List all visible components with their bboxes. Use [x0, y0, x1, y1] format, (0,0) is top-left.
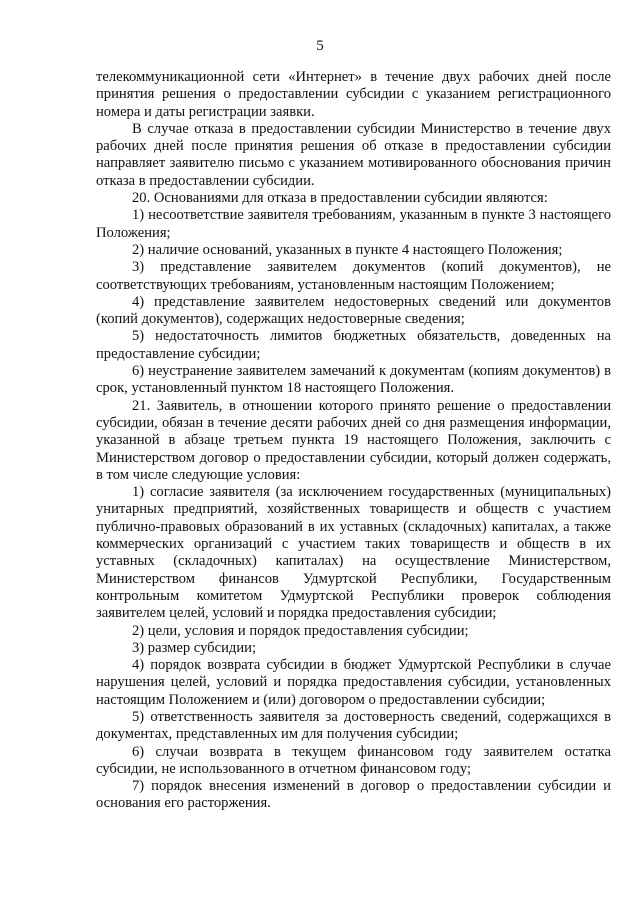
- clause-21-item-1: 1) согласие заявителя (за исключением государственных (муниципальных) унитарных предприятий, хозяйственных товариществ и обществ с участием публично-правовых образований в их уставных (складочных) капиталах, а также коммерческих организаций с участием таких товариществ и обществ в их уставных (складочных) капиталах) на осуществление Министерством, Министерством финансов Удмуртской Республики, Государственным контрольным комитетом Удмуртской Республики проверок соблюдения заявителем целей, условий и порядка предоставления субсидии;: [96, 484, 611, 622]
- paragraph-refusal-notice: В случае отказа в предоставлении субсидии Министерство в течение двух рабочих дней после принятия решения об отказе в предоставлении субсидии направляет заявителю письмо с указанием мотивированного обоснования причин отказа в предоставлении субсидии.: [96, 120, 611, 189]
- clause-20-item-3: 3) представление заявителем документов (копий документов), не соответствующих требованиям, установленным настоящим Положением;: [96, 259, 611, 293]
- paragraph-continuation: телекоммуникационной сети «Интернет» в течение двух рабочих дней после принятия решения о предоставлении субсидии с указанием регистрационного номера и даты регистрации заявки.: [96, 69, 611, 120]
- clause-21-item-7: 7) порядок внесения изменений в договор о предоставлении субсидии и основания его расторжения.: [96, 778, 611, 812]
- clause-21-heading: 21. Заявитель, в отношении которого принято решение о предоставлении субсидии, обязан в течение десяти рабочих дней со дня размещения информации, указанной в абзаце третьем пункта 19 настоящего Положения, заключить с Министерством договор о предоставлении субсидии, который должен содержать, в том числе следующие условия:: [96, 397, 611, 483]
- document-body: [96, 69, 611, 813]
- clause-21-item-6: 6) случаи возврата в текущем финансовом году заявителем остатка субсидии, не использованного в отчетном финансовом году;: [96, 743, 611, 777]
- clause-20-item-1: 1) несоответствие заявителя требованиям, указанным в пункте 3 настоящего Положения;: [96, 207, 611, 241]
- clause-21-item-3: 3) размер субсидии;: [132, 639, 256, 656]
- page-number: 5: [316, 38, 324, 54]
- clause-21-item-2: 2) цели, условия и порядок предоставления субсидии;: [132, 622, 469, 639]
- clause-20-item-5: 5) недостаточность лимитов бюджетных обязательств, доведенных на предоставление субсидии;: [96, 328, 611, 362]
- clause-20-heading: 20. Основаниями для отказа в предоставлении субсидии являются:: [132, 190, 548, 207]
- clause-21-item-5: 5) ответственность заявителя за достоверность сведений, содержащихся в документах, представленных им для получения субсидии;: [96, 708, 611, 743]
- clause-21-item-4: 4) порядок возврата субсидии в бюджет Удмуртской Республики в случае нарушения целей, условий и порядка предоставления субсидии, установленных настоящим Положением и (или) договором о предоставлении субсидии;: [96, 657, 611, 708]
- clause-20-item-6: 6) неустранение заявителем замечаний к документам (копиям документов) в срок, установленный пунктом 18 настоящего Положения.: [96, 363, 611, 397]
- clause-20-item-4: 4) представление заявителем недостоверных сведений или документов (копий документов), содержащих недостоверные сведения;: [96, 293, 611, 328]
- clause-20-item-2: 2) наличие оснований, указанных в пункте 4 настоящего Положения;: [132, 241, 563, 258]
